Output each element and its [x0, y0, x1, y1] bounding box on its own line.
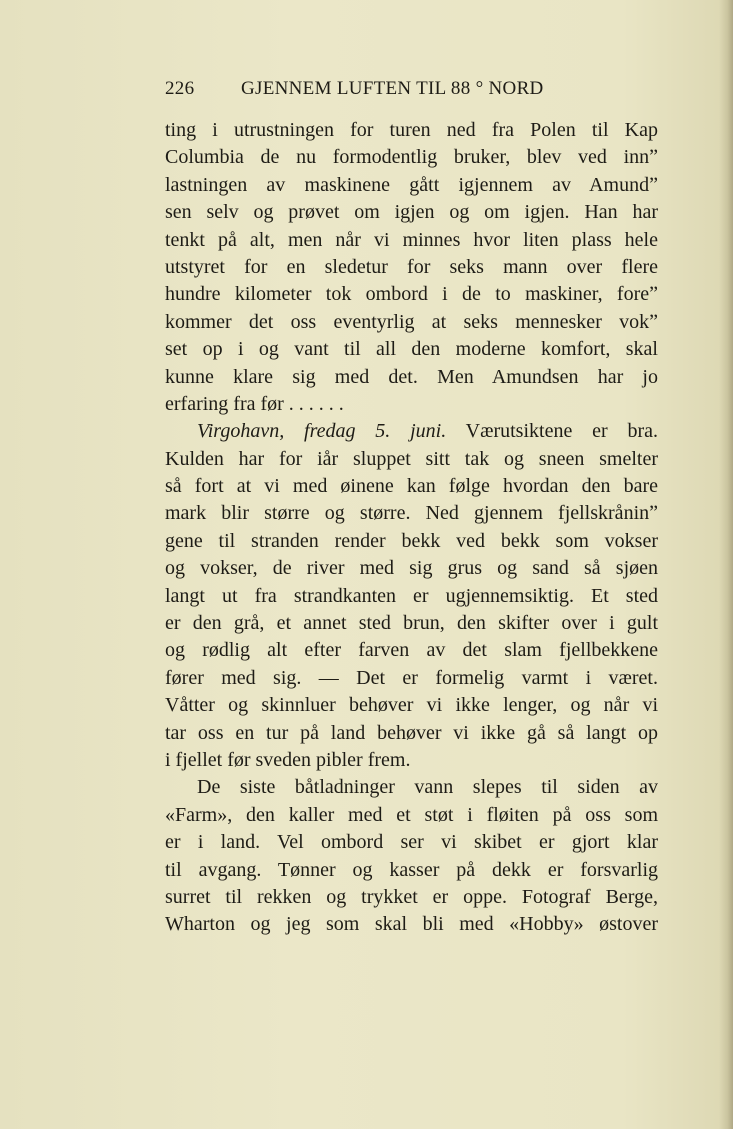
text-line: er den grå, et annet sted brun, den skifter over i gult	[165, 612, 658, 635]
text-line: fører med sig. — Det er formelig varmt i været.	[165, 666, 658, 689]
text-line: Columbia de nu formodentlig bruker, blev ved innˮ	[165, 146, 658, 169]
text-line: utstyret for en sledetur for seks mann over flere	[165, 255, 658, 278]
dateline	[165, 418, 658, 445]
text-line: lastningen av maskinene gått igjennem av Amundˮ	[165, 173, 658, 196]
text-line: gene til stranden render bekk ved bekk som vokser	[165, 529, 658, 552]
text-line: sen selv og prøvet om igjen og om igjen. Han har	[165, 201, 658, 224]
text-line: mark blir større og større. Ned gjennem fjellskråninˮ	[165, 502, 658, 525]
text-line: langt ut fra strandkanten er ugjennemsiktig. Et sted	[165, 584, 658, 607]
text-line: De siste båtladninger vann slepes til siden av	[197, 776, 658, 799]
text-line: er i land. Vel ombord ser vi skibet er gjort klar	[165, 831, 658, 854]
text-line: kunne klare sig med det. Men Amundsen har jo	[165, 365, 658, 388]
running-title: GJENNEM LUFTEN TIL 88 ° NORD	[241, 78, 544, 99]
text-line: så fort at vi med øinene kan følge hvordan den bare	[165, 475, 658, 498]
text-line: set op i og vant til all den moderne komfort, skal	[165, 338, 658, 361]
page-number: 226	[165, 78, 195, 99]
text-line: Wharton og jeg som skal bli med «Hobby» østover	[165, 913, 658, 936]
text-line: i fjellet før sveden pibler frem.	[165, 748, 411, 771]
text-line: «Farm», den kaller med et støt i fløiten på oss som	[165, 803, 658, 826]
dateline-place-date: Virgohavn, fredag 5. juni.	[197, 420, 447, 443]
text-line: tar oss en tur på land behøver vi ikke gå så langt op	[165, 721, 658, 744]
text-line: Kulden har for iår sluppet sitt tak og sneen smelter	[165, 447, 658, 470]
text-line: ting i utrustningen for turen ned fra Polen til Kap	[165, 119, 658, 141]
body-text	[165, 117, 658, 939]
text-line: Våtter og skinnluer behøver vi ikke lenger, og når vi	[165, 694, 658, 717]
text-line: og vokser, de river med sig grus og sand så sjøen	[165, 557, 658, 580]
text-line: tenkt på alt, men når vi minnes hvor liten plass hele	[165, 228, 658, 251]
dateline-text: Værutsiktene er bra.	[465, 420, 659, 443]
text-line: surret til rekken og trykket er oppe. Fotograf Berge,	[165, 885, 658, 908]
text-line: hundre kilometer tok ombord i de to maskiner, foreˮ	[165, 283, 658, 306]
text-line: kommer det oss eventyrlig at seks mennesker vokˮ	[165, 310, 658, 333]
text-line: og rødlig alt efter farven av det slam fjellbekkene	[165, 639, 658, 662]
text-line: til avgang. Tønner og kasser på dekk er forsvarlig	[165, 858, 658, 881]
text-line: erfaring fra før . . . . . .	[165, 392, 344, 415]
page-edge-shadow	[719, 0, 733, 1129]
running-head	[165, 78, 585, 100]
